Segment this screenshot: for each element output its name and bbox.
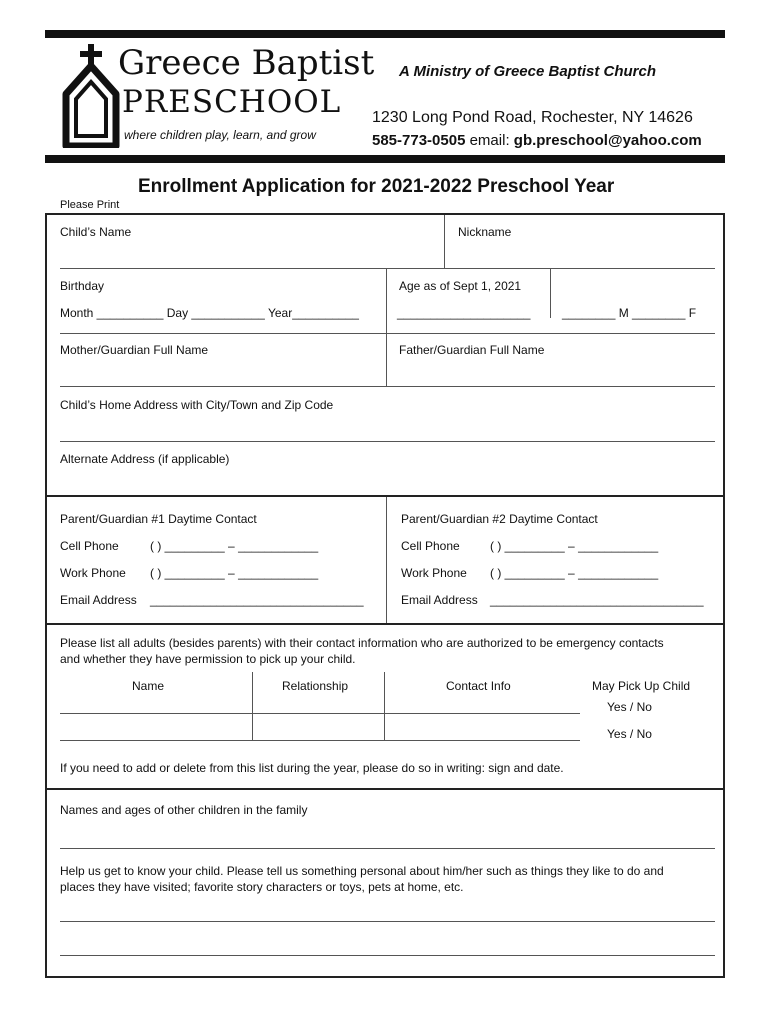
pickup-yes-no-2[interactable]: Yes / No	[607, 727, 652, 741]
know-child-text-1: Help us get to know your child. Please tell us something personal about him/her such as things they like to do and	[60, 864, 664, 878]
contact1-work-field[interactable]: ( ) _________ – ____________	[150, 566, 319, 580]
contact2-work-field[interactable]: ( ) _________ – ____________	[490, 566, 659, 580]
logo-tagline: where children play, learn, and grow	[124, 128, 316, 142]
email-prefix: email:	[469, 132, 514, 149]
contact2-work-label: Work Phone	[401, 566, 467, 580]
age-label: Age as of Sept 1, 2021	[399, 279, 522, 293]
birthday-fields[interactable]: Month __________ Day ___________ Year__________	[60, 306, 359, 320]
school-email[interactable]: gb.preschool@yahoo.com	[513, 132, 702, 149]
know-child-field-2[interactable]	[60, 955, 715, 956]
age-field[interactable]: ____________________	[397, 306, 531, 320]
know-child-field-1[interactable]	[60, 921, 715, 922]
contact-line	[372, 132, 702, 150]
contact2-cell-label: Cell Phone	[401, 539, 460, 553]
mother-guardian-label: Mother/Guardian Full Name	[60, 343, 209, 357]
contact1-email-label: Email Address	[60, 593, 137, 607]
birthday-label: Birthday	[60, 279, 105, 293]
other-children-label: Names and ages of other children in the family	[60, 803, 308, 817]
logo-line-1: Greece Baptist	[118, 43, 375, 83]
contact2-email-label: Email Address	[401, 593, 478, 607]
school-address: 1230 Long Pond Road, Rochester, NY 14626	[372, 109, 693, 126]
home-address-field[interactable]	[60, 441, 715, 442]
pickup-yes-no-1[interactable]: Yes / No	[607, 700, 652, 714]
alternate-address-label: Alternate Address (if applicable)	[60, 452, 230, 466]
col-name-header: Name	[132, 679, 165, 693]
gender-field[interactable]: ________ M ________ F	[562, 306, 697, 320]
col-pickup-header: May Pick Up Child	[592, 679, 691, 693]
change-note: If you need to add or delete from this list during the year, please do so in writing: sign and date.	[60, 761, 564, 775]
contact1-work-label: Work Phone	[60, 566, 126, 580]
church-house-icon	[62, 44, 120, 148]
header-bottom-rule	[45, 155, 725, 163]
form-title: Enrollment Application for 2021-2022 Preschool Year	[138, 176, 615, 197]
know-child-text-2: places they have visited; favorite story characters or toys, pets at home, etc.	[60, 880, 464, 894]
contact1-cell-field[interactable]: ( ) _________ – ____________	[150, 539, 319, 553]
emergency-row-1[interactable]	[60, 713, 580, 714]
contact1-cell-label: Cell Phone	[60, 539, 119, 553]
please-print-note: Please Print	[60, 199, 120, 211]
other-children-field[interactable]	[60, 848, 715, 849]
logo-line-2: PRESCHOOL	[122, 84, 342, 120]
header-top-rule	[45, 30, 725, 38]
childs-name-label: Child’s Name	[60, 225, 132, 239]
home-address-label: Child’s Home Address with City/Town and Zip Code	[60, 398, 334, 412]
contact2-title: Parent/Guardian #2 Daytime Contact	[401, 512, 598, 526]
contact1-email-field[interactable]: ________________________________	[150, 593, 364, 607]
contact1-title: Parent/Guardian #1 Daytime Contact	[60, 512, 257, 526]
school-phone: 585-773-0505	[372, 132, 466, 149]
emergency-text-1: Please list all adults (besides parents) with their contact information who are authorized to be emergency contacts	[60, 636, 664, 650]
col-relationship-header: Relationship	[282, 679, 349, 693]
guardian-names-field[interactable]	[60, 386, 715, 387]
ministry-line: A Ministry of Greece Baptist Church	[399, 63, 656, 80]
father-guardian-label: Father/Guardian Full Name	[399, 343, 545, 357]
col-contact-header: Contact Info	[446, 679, 511, 693]
childs-name-field[interactable]	[60, 268, 715, 269]
contact2-email-field[interactable]: ________________________________	[490, 593, 704, 607]
emergency-text-2: and whether they have permission to pick up your child.	[60, 652, 356, 666]
emergency-row-2[interactable]	[60, 740, 580, 741]
contact2-cell-field[interactable]: ( ) _________ – ____________	[490, 539, 659, 553]
nickname-label: Nickname	[458, 225, 512, 239]
